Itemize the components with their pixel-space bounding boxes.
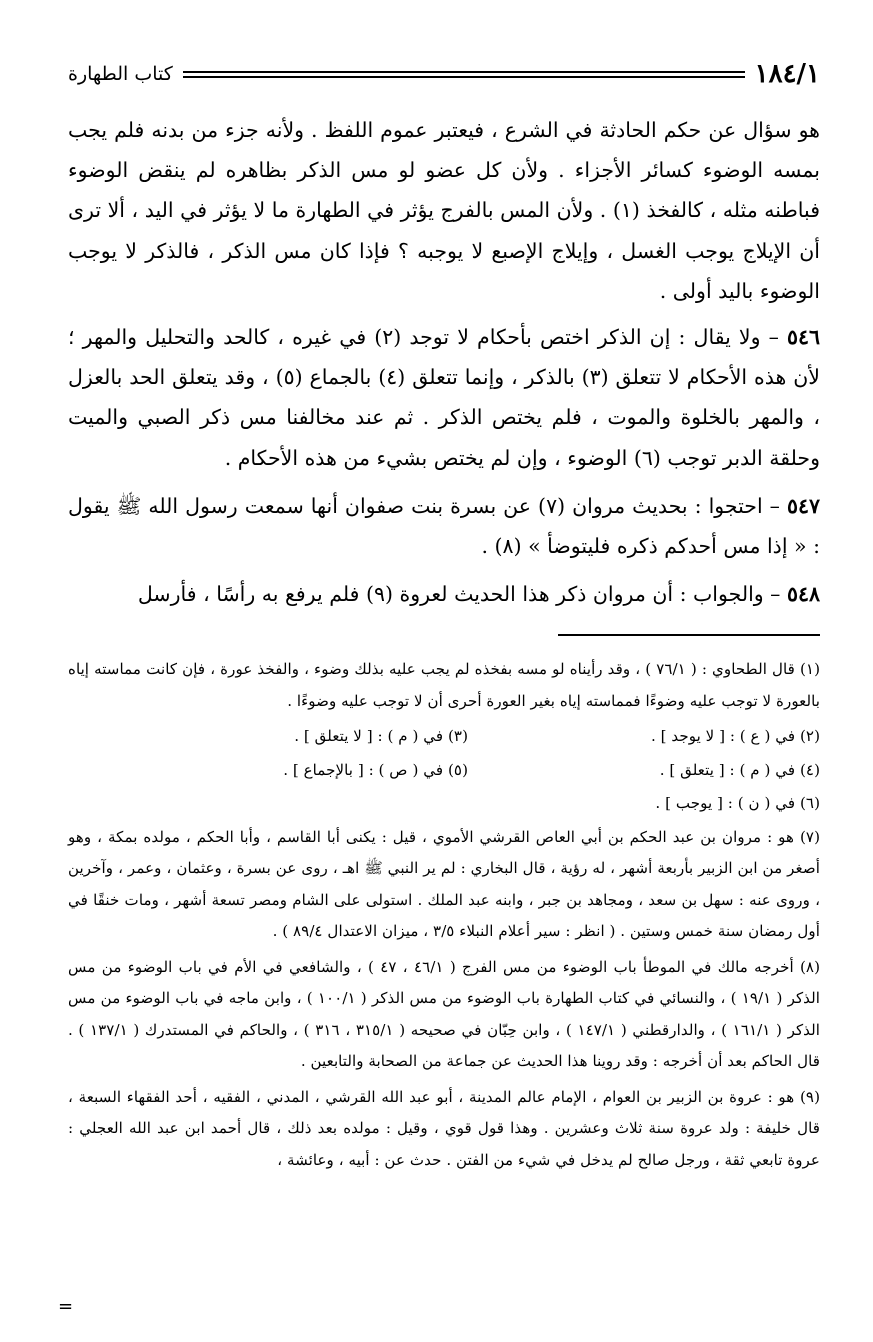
footnote-2: (٢) في ( ع ) : [ لا يوجد ] .: [650, 727, 820, 746]
paragraph-number: ٥٤٧: [786, 493, 820, 518]
footnote-7: (٧) هو : مروان بن عبد الحكم بن أبي العاص القرشي الأموي ، قيل : يكنى أبا القاسم ، وأبا الحكم ، مولده بمكة ، وهو أصغر من ابن الزبير بأربعة أشهر ، له رؤية ، قال البخاري : لم ير النبي ﷺ اهـ ، روى عن بسرة ، وعثمان ، وعمر ، وآخرين ، وروى عنه : سهل بن سعد ، ومجاهد بن جبر ، وابنه عبد الملك . استولى على الشام ومصر تسعة أشهر ، ومات خنقًا في أول رمضان سنة خمس وستين . ( انظر : سير أعلام النبلاء ٣/٥ ، ميزان الاعتدال ٨٩/٤ ) .: [68, 827, 820, 941]
footnote-5: (٥) في ( ص ) : [ بالإجماع ] .: [283, 760, 468, 779]
paragraph-548: [68, 574, 820, 614]
paragraph-number: ٥٤٨: [786, 582, 820, 607]
page-number: ١٨٤/١: [754, 59, 820, 89]
footnote-3: (٣) في ( م ) : [ لا يتعلق ] .: [294, 727, 468, 746]
paragraph-number: ٥٤٦: [786, 325, 821, 350]
paragraph-text: – احتجوا : بحديث مروان (٧) عن بسرة بنت صفوان أنها سمعت رسول الله ﷺ يقول : « إذا مس أحدكم ذكره فليتوضأ » (٨) .: [68, 493, 820, 559]
footnote-row: [68, 721, 820, 753]
footnote-row: [68, 788, 820, 820]
footnote-9: (٩) هو : عروة بن الزبير بن العوام ، الإمام عالم المدينة ، أبو عبد الله القرشي ، المدني ، الفقيه ، أحد الفقهاء السبعة ، قال خليفة : ولد عروة سنة ثلاث وعشرين . وهذا قول قوي ، وقيل : مولده بعد ذلك ، قال أحمد ابن عبد الله العجلي : عروة تابعي ثقة ، ورجل صالح لم يدخل في شيء من الفتن . حدث عن : أبيه ، وعائشة ،: [68, 1087, 820, 1169]
footnote-separator: [558, 634, 820, 636]
header-rule: [183, 71, 745, 78]
footnote-6: (٦) في ( ن ) : [ يوجب ] .: [655, 794, 820, 813]
footnote-row: [68, 755, 820, 787]
book-page: [68, 52, 820, 1180]
footnote-4: (٤) في ( م ) : [ يتعلق ] .: [659, 760, 820, 779]
page-header: [68, 52, 820, 96]
footnote-1: (١) قال الطحاوي : ( ٧٦/١ ) ، وقد رأيناه لو مسه بفخذه لم يجب عليه بذلك وضوء ، والفخذ عورة ، فإن كانت مماسته إياه بالعورة لا توجب عليه وضوءًا فمماسته إياه بغير العورة أحرى أن لا توجب عليه وضوءًا .: [68, 660, 820, 710]
main-text: [68, 110, 820, 614]
footnote-8: (٨) أخرجه مالك في الموطأ باب الوضوء من مس الفرج ( ٤٦/١ ، ٤٧ ) ، والشافعي في الأم في باب الوضوء من مس الذكر ( ١٩/١ ) ، والنسائي في كتاب الطهارة باب الوضوء من مس الذكر ( ١٠٠/١ ) ، وابن ماجه في باب الوضوء من مس الذكر ( ١٦١/١ ) ، والدارقطني ( ١٤٧/١ ) ، وابن حِبّان في صحيحه ( ٣١٥/١ ، ٣١٦ ) ، والحاكم في المستدرك ( ١٣٧/١ ) . قال الحاكم بعد أن أخرجه : وقد روينا هذا الحديث عن جماعة من الصحابة والتابعين .: [68, 957, 820, 1071]
paragraph: هو سؤال عن حكم الحادثة في الشرع ، فيعتبر عموم اللفظ . ولأنه جزء من بدنه فلم يجب بمسه الوضوء كسائر الأجزاء . ولأن كل عضو لو مس الذكر بظاهره لم ينقض الوضوء فباطنه مثله ، كالفخذ (١) . ولأن المس بالفرج يؤثر في الطهارة ما لا يؤثر في اليد ، ألا ترى أن الإيلاج يوجب الغسل ، وإيلاج الإصبع لا يوجبه ؟ فإذا كان مس الذكر ، فالذكر لا يوجب الوضوء باليد أولى .: [68, 118, 821, 303]
paragraph-text: – ولا يقال : إن الذكر اختص بأحكام لا توجد (٢) في غيره ، كالحد والتحليل والمهر ؛ لأن هذه الأحكام لا تتعلق (٣) بالذكر ، وإنما تتعلق (٤) بالجماع (٥) ، وقد يتعلق الحد بالعزل ، والمهر بالخلوة والموت ، فلم يختص الذكر . ثم عند مخالفنا مس ذكر الصبي والميت وحلقة الدبر توجب (٦) الوضوء ، وإن لم يختص بشيء من هذه الأحكام .: [68, 325, 820, 470]
paragraph-547: [68, 486, 820, 566]
paragraph-546: [68, 317, 820, 478]
book-title: كتاب الطهارة: [68, 63, 173, 85]
paragraph-text: – والجواب : أن مروان ذكر هذا الحديث لعروة (٩) فلم يرفع به رأسًا ، فأرسل: [137, 582, 787, 607]
continuation-mark: =: [58, 1296, 74, 1317]
footnotes: [68, 654, 820, 1176]
